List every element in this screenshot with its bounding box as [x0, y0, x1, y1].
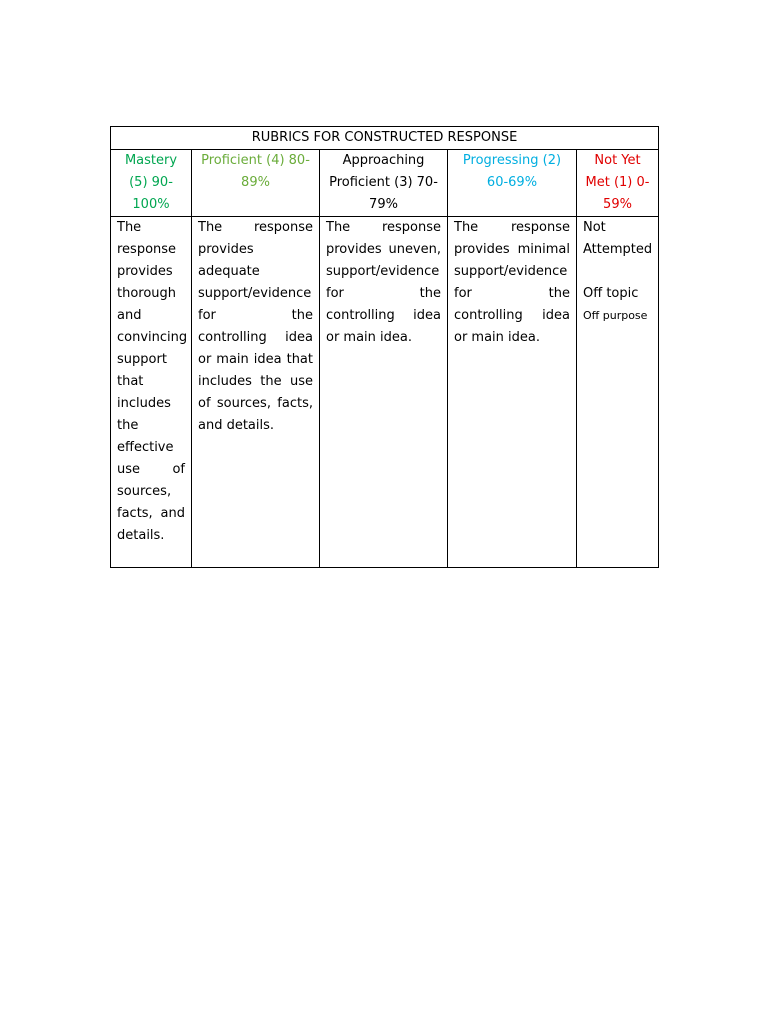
level-description-approaching: The response provides uneven, support/evidence for the controlling idea or main idea. [320, 217, 448, 568]
level-heading-not-yet-met: Not Yet Met (1) 0-59% [577, 150, 659, 217]
level-description-proficient: The response provides adequate support/evidence for the controlling idea or main idea that includes the use of sources, facts, and details. [192, 217, 320, 568]
level-description-progressing: The response provides minimal support/evidence for the controlling idea or main idea. [448, 217, 577, 568]
level-description-mastery: The response provides thorough and convincing support that includes the effective use of sources, facts, and details. [111, 217, 192, 568]
title-row [111, 127, 659, 150]
level-heading-progressing: Progressing (2) 60-69% [448, 150, 577, 217]
level-description-not-yet-met [577, 217, 659, 568]
level-heading-approaching: Approaching Proficient (3) 70-79% [320, 150, 448, 217]
off-topic-text: Off topic [583, 286, 639, 301]
level-heading-mastery: Mastery (5) 90-100% [111, 150, 192, 217]
description-row [111, 217, 659, 568]
rubric-title: RUBRICS FOR CONSTRUCTED RESPONSE [111, 127, 659, 150]
rubric-table [110, 126, 659, 568]
heading-row [111, 150, 659, 217]
level-heading-proficient: Proficient (4) 80-89% [192, 150, 320, 217]
spacer [583, 261, 652, 283]
not-attempted-text: Not Attempted [583, 220, 653, 257]
off-purpose-text: Off purpose [583, 309, 648, 322]
